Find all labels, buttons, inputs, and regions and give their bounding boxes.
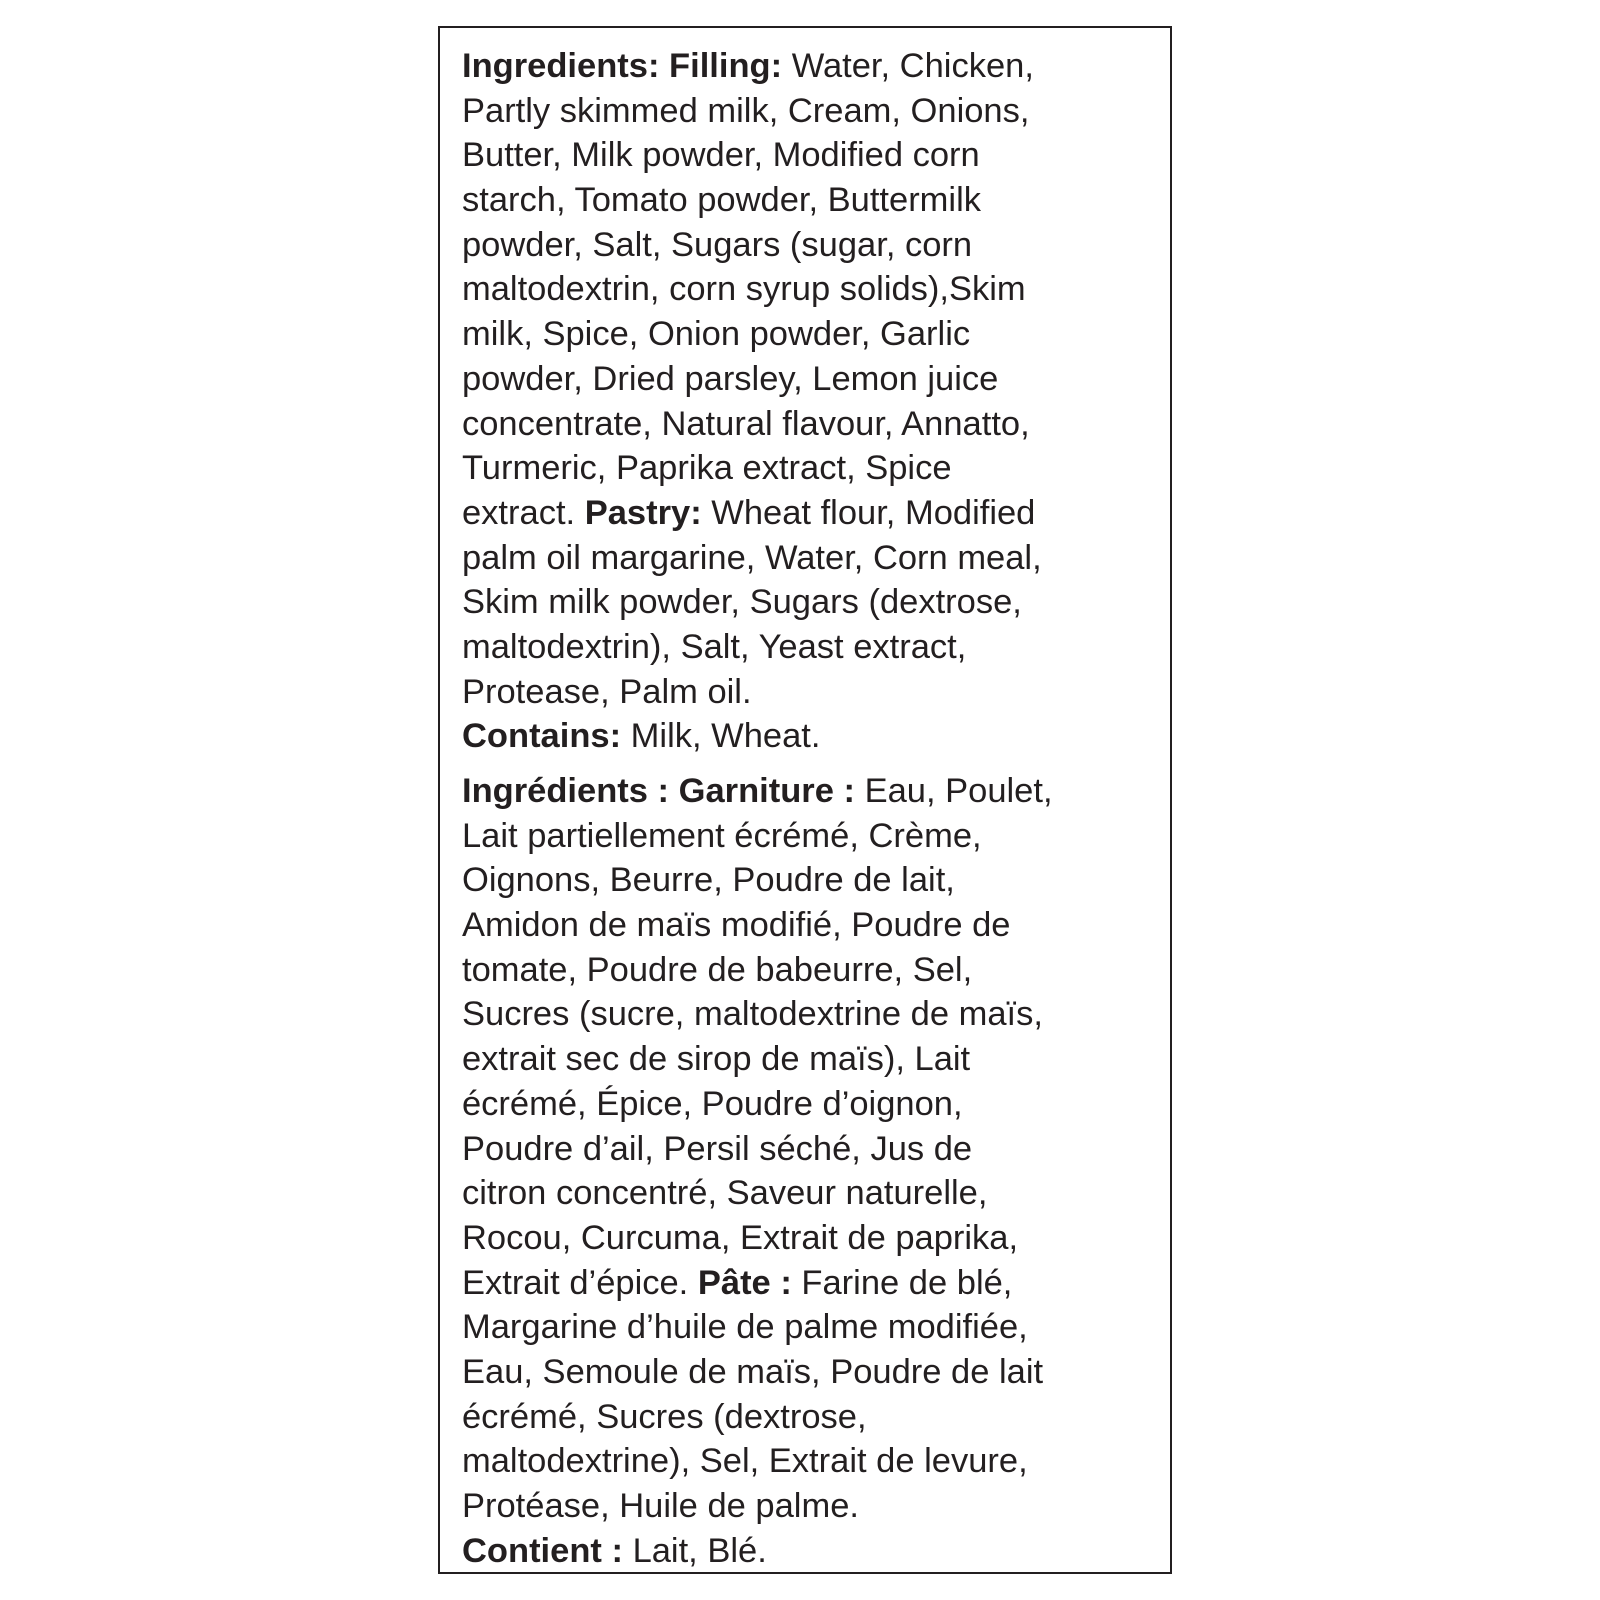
en-pastry-line: Protease, Palm oil. bbox=[462, 672, 752, 711]
fr-filling-last: Extrait d’épice. bbox=[462, 1263, 689, 1302]
fr-pastry-line-1 bbox=[462, 1261, 1156, 1306]
ingredients-label-panel bbox=[438, 26, 1172, 1574]
fr-filling-line: écrémé, Épice, Poudre d’oignon, bbox=[462, 1084, 963, 1123]
fr-filling-line: Lait partiellement écrémé, Crème, bbox=[462, 816, 982, 855]
fr-pastry-line: Protéase, Huile de palme. bbox=[462, 1487, 859, 1525]
fr-filling-line: Poudre d’ail, Persil séché, Jus de bbox=[462, 1129, 973, 1168]
en-filling-line: Partly skimmed milk, Cream, Onions, bbox=[462, 91, 1030, 130]
fr-contains-line bbox=[462, 1529, 1156, 1574]
en-filling-line: concentrate, Natural flavour, Annatto, bbox=[462, 404, 1030, 443]
fr-filling-line: citron concentré, Saveur naturelle, bbox=[462, 1174, 988, 1213]
fr-filling-line: Oignons, Beurre, Poudre de lait, bbox=[462, 861, 955, 900]
fr-ingredients-heading: Ingrédients : bbox=[462, 772, 670, 810]
en-contains-heading: Contains: bbox=[462, 717, 622, 756]
en-filling-line: Turmeric, Paprika extract, Spice bbox=[462, 449, 952, 488]
en-contains-line bbox=[462, 714, 1156, 759]
en-pastry-line: maltodextrin), Salt, Yeast extract, bbox=[462, 627, 967, 666]
fr-pastry-line: écrémé, Sucres (dextrose, bbox=[462, 1397, 867, 1436]
en-pastry-line: Skim milk powder, Sugars (dextrose, bbox=[462, 583, 1022, 622]
en-filling-heading: Filling: bbox=[669, 47, 783, 85]
fr-filling-line: Sucres (sucre, maltodextrine de maïs, bbox=[462, 995, 1043, 1034]
en-filling-last: extract. bbox=[462, 493, 576, 532]
fr-filling-line: Rocou, Curcuma, Extrait de paprika, bbox=[462, 1218, 1019, 1257]
fr-filling-line: tomate, Poudre de babeurre, Sel, bbox=[462, 950, 973, 989]
fr-filling-line: Amidon de maïs modifié, Poudre de bbox=[462, 906, 1011, 945]
en-filling-line: powder, Salt, Sugars (sugar, corn bbox=[462, 225, 973, 264]
en-contains-text: Milk, Wheat. bbox=[630, 717, 821, 756]
en-pastry-text: Wheat flour, Modified bbox=[711, 493, 1036, 532]
en-filling-line: maltodextrin, corn syrup solids),Skim bbox=[462, 270, 1026, 309]
en-filling-line: Butter, Milk powder, Modified corn bbox=[462, 136, 980, 175]
fr-pastry-heading: Pâte : bbox=[697, 1263, 792, 1302]
fr-filling-text: Eau, Poulet, bbox=[864, 772, 1053, 810]
en-filling-line: powder, Dried parsley, Lemon juice bbox=[462, 359, 999, 398]
fr-contains-heading: Contient : bbox=[462, 1531, 623, 1570]
en-filling-text: Water, Chicken, bbox=[791, 47, 1034, 85]
fr-pastry-line: Margarine d’huile de palme modifiée, bbox=[462, 1308, 1028, 1347]
en-filling-line: milk, Spice, Onion powder, Garlic bbox=[462, 315, 971, 354]
fr-pastry-text: Farine de blé, bbox=[801, 1263, 1013, 1302]
en-pastry-heading: Pastry: bbox=[584, 493, 702, 532]
fr-filling-heading: Garniture : bbox=[678, 772, 855, 810]
en-line-1 bbox=[462, 44, 1156, 89]
section-gap bbox=[462, 759, 1156, 769]
fr-filling-line: extrait sec de sirop de maïs), Lait bbox=[462, 1040, 971, 1079]
ingredients-text-block bbox=[462, 44, 1156, 1573]
fr-pastry-line: Eau, Semoule de maïs, Poudre de lait bbox=[462, 1352, 1044, 1391]
en-pastry-line: palm oil margarine, Water, Corn meal, bbox=[462, 538, 1042, 577]
fr-contains-text: Lait, Blé. bbox=[632, 1531, 767, 1570]
fr-line-1 bbox=[462, 769, 1156, 814]
en-filling-line: starch, Tomato powder, Buttermilk bbox=[462, 181, 981, 220]
fr-pastry-line: maltodextrine), Sel, Extrait de levure, bbox=[462, 1442, 1028, 1481]
en-ingredients-heading: Ingredients: bbox=[462, 47, 660, 85]
en-pastry-line-1 bbox=[462, 491, 1156, 536]
